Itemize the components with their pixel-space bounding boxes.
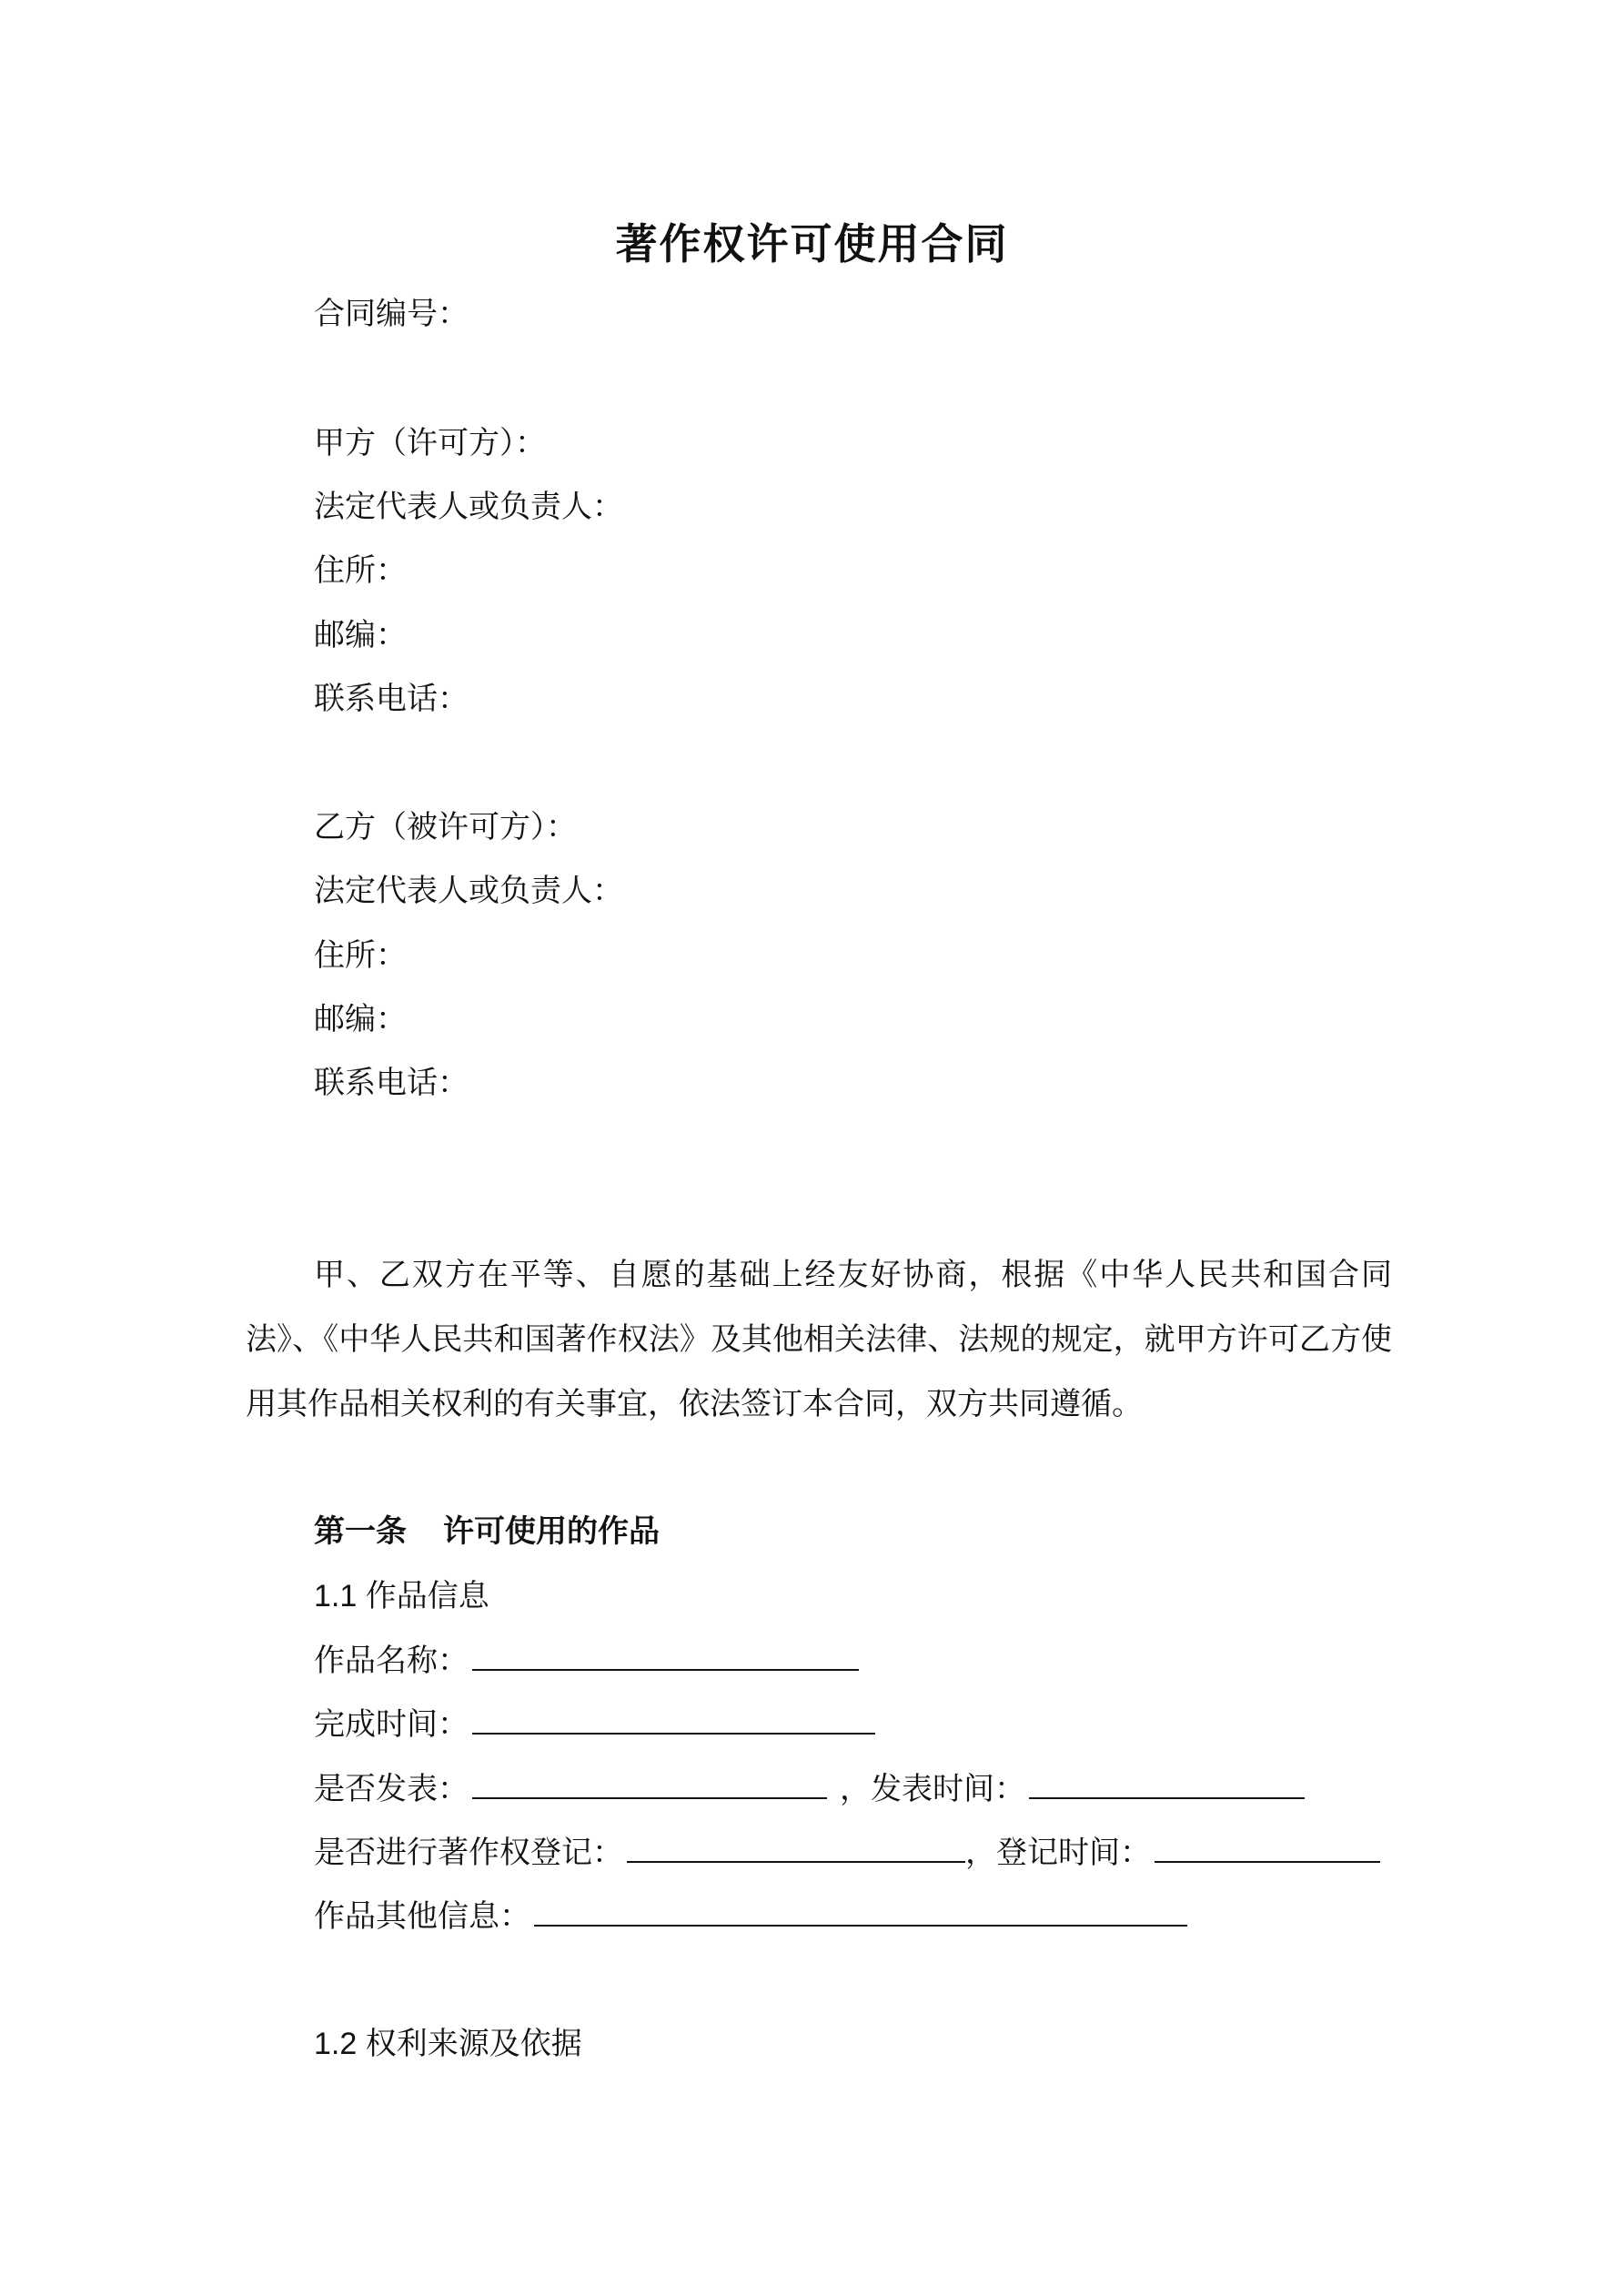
party-a-address-label: 住所： bbox=[314, 552, 407, 589]
work-name-blank[interactable] bbox=[472, 1642, 859, 1671]
other-info-blank[interactable] bbox=[534, 1897, 1187, 1927]
party-a-phone-label: 联系电话： bbox=[314, 681, 469, 717]
party-b-representative-label: 法定代表人或负责人： bbox=[314, 873, 623, 909]
party-a-postcode-label: 邮编： bbox=[314, 617, 407, 653]
article-1-heading bbox=[314, 1513, 660, 1550]
section-1-1-text: 1.1 作品信息 bbox=[314, 1579, 489, 1613]
publish-time-blank[interactable] bbox=[1029, 1770, 1305, 1799]
register-time-label: ，登记时间： bbox=[965, 1835, 1151, 1871]
published-label: 是否发表： bbox=[314, 1771, 469, 1807]
published-row bbox=[314, 1770, 1305, 1807]
section-1-2-text: 1.2 权利来源及依据 bbox=[314, 2027, 582, 2061]
other-info-label: 作品其他信息： bbox=[314, 1898, 530, 1935]
party-b-postcode-label: 邮编： bbox=[314, 1001, 407, 1037]
contract-number-label: 合同编号： bbox=[314, 296, 469, 332]
section-1-2-heading bbox=[314, 2026, 582, 2062]
section-1-1-heading bbox=[314, 1578, 489, 1614]
completion-time-blank[interactable] bbox=[472, 1705, 875, 1735]
publish-time-label: ，发表时间： bbox=[840, 1771, 1025, 1807]
party-b-address-label: 住所： bbox=[314, 937, 407, 974]
party-a-representative-label: 法定代表人或负责人： bbox=[314, 489, 623, 525]
other-info-row bbox=[314, 1897, 1187, 1935]
completion-time-row bbox=[314, 1705, 875, 1743]
completion-time-label: 完成时间： bbox=[314, 1706, 469, 1743]
document-title: 著作权许可使用合同 bbox=[615, 219, 1009, 268]
registered-label: 是否进行著作权登记： bbox=[314, 1835, 623, 1871]
party-a-heading: 甲方（许可方）： bbox=[314, 425, 546, 461]
party-b-heading: 乙方（被许可方）： bbox=[314, 809, 577, 845]
preamble-paragraph: 甲、乙双方在平等、自愿的基础上经友好协商，根据《中华人民共和国合同法》、《中华人民共和国著作权法》及其他相关法律、法规的规定，就甲方许可乙方使用其作品相关权利的有关事宜，依法签订本合同，双方共同遵循。 bbox=[246, 1257, 1392, 1422]
work-name-row bbox=[314, 1642, 859, 1679]
register-time-blank[interactable] bbox=[1155, 1834, 1380, 1863]
article-1-number: 第一条 bbox=[314, 1513, 407, 1550]
article-1-title: 许可使用的作品 bbox=[443, 1513, 660, 1550]
registration-row bbox=[314, 1834, 1380, 1871]
party-b-phone-label: 联系电话： bbox=[314, 1065, 469, 1101]
work-name-label: 作品名称： bbox=[314, 1643, 469, 1679]
published-blank[interactable] bbox=[472, 1770, 827, 1799]
registered-blank[interactable] bbox=[627, 1834, 965, 1863]
